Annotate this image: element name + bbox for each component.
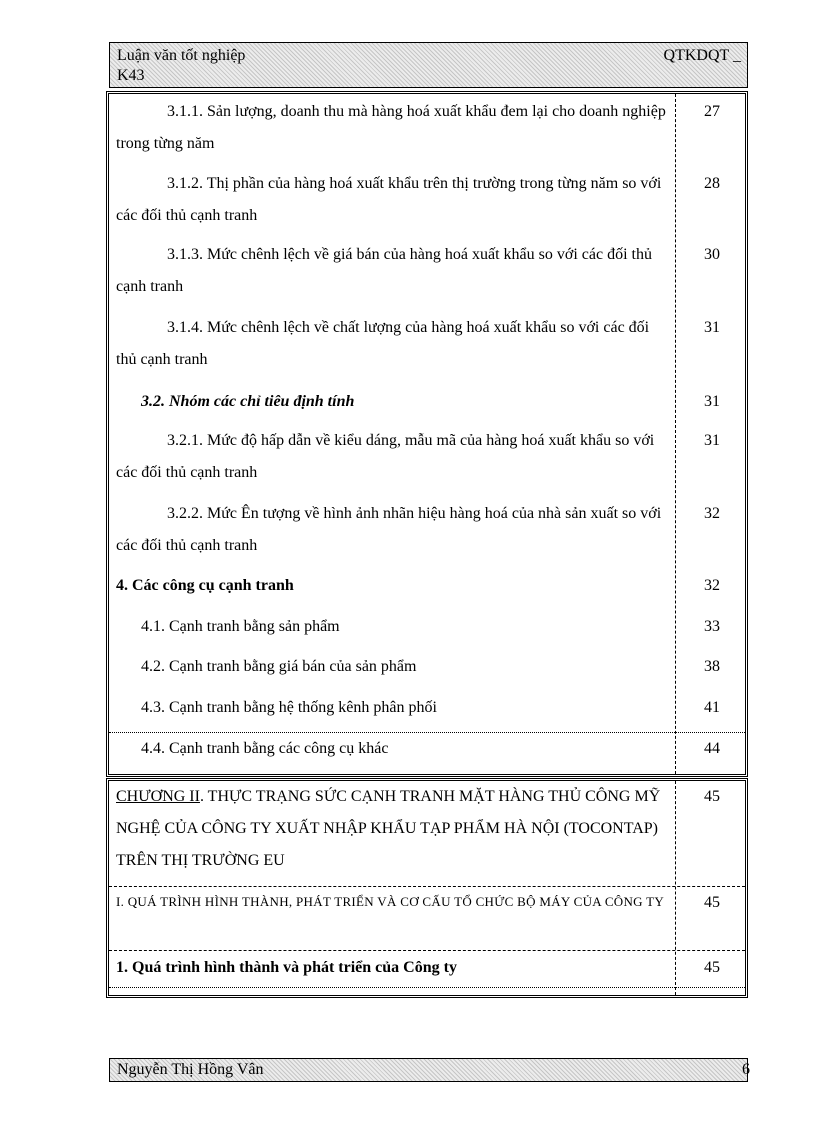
chapter-table [106,778,748,998]
toc-entry-text: 4.2. Cạnh tranh bằng giá bán của sản phẩm [141,658,417,675]
header-class-code: K43 [117,67,145,84]
section-1-page: 45 [704,959,720,976]
toc-entry-page: 28 [704,175,720,192]
header-thesis-label: Luận văn tốt nghiệp [117,47,246,64]
toc-entry-page: 33 [704,618,720,635]
row-divider [109,950,745,951]
toc-entry-text: 3.2. Nhóm các chỉ tiêu định tính [141,393,355,410]
toc-entry-page: 31 [704,432,720,449]
row-divider [109,987,745,988]
section-1-heading: 1. Quá trình hình thành và phát triển của Công ty [116,959,457,976]
toc-entry-page: 31 [704,319,720,336]
toc-entry-page: 27 [704,103,720,120]
toc-table [106,91,748,777]
toc-entry-text: 3.1.3. Mức chênh lệch về giá bán của hàng hoá xuất khẩu so với các đối thủ cạnh tranh [116,246,652,295]
toc-entry-page: 44 [704,740,720,757]
toc-entry-text: 3.1.2. Thị phần của hàng hoá xuất khẩu trên thị trường trong từng năm so với các đối thủ cạnh tranh [116,175,662,224]
column-divider [675,781,676,995]
toc-entry-text: 4.1. Cạnh tranh bằng sản phẩm [141,618,340,635]
toc-entry-page: 38 [704,658,720,675]
chapter-title: . THỰC TRẠNG SỨC CẠNH TRANH MẶT HÀNG THỦ CÔNG MỸ NGHỆ CỦA CÔNG TY XUẤT NHẬP KHẨU TẠP PHẨM HÀ NỘI (TOCONTAP) TRÊN THỊ TRƯỜNG EU [116,788,661,869]
author-name: Nguyễn Thị Hồng Vân [117,1061,264,1078]
page-header [109,42,748,88]
toc-entry-page: 32 [704,505,720,522]
section-i-heading: I. QUÁ TRÌNH HÌNH THÀNH, PHÁT TRIỂN VÀ CƠ CẤU TỔ CHỨC BỘ MÁY CỦA CÔNG TY [116,894,665,909]
toc-entry-text: 3.2.1. Mức độ hấp dẫn về kiểu dáng, mẫu mã của hàng hoá xuất khẩu so với các đối thủ cạnh tranh [116,432,655,481]
toc-entry-text: 4.4. Cạnh tranh bằng các công cụ khác [141,740,389,757]
toc-entry-text: 4.3. Cạnh tranh bằng hệ thống kênh phân phối [141,699,437,716]
column-divider [675,94,676,774]
toc-entry-page: 31 [704,393,720,410]
chapter-page: 45 [704,788,720,805]
toc-entry-text: 3.1.4. Mức chênh lệch về chất lượng của hàng hoá xuất khẩu so với các đối thủ cạnh tranh [116,319,650,368]
chapter-label: CHƯƠNG II [116,788,200,805]
toc-entry-text: 4. Các công cụ cạnh tranh [116,577,294,594]
page-footer [109,1058,748,1082]
toc-entry-text: 3.2.2. Mức Ên tượng về hình ảnh nhãn hiệu hàng hoá của nhà sản xuất so với các đối thủ cạnh tranh [116,505,662,554]
header-program-code: QTKDQT _ [663,47,741,64]
section-i-page: 45 [704,894,720,911]
toc-entry-page: 41 [704,699,720,716]
toc-entry-page: 30 [704,246,720,263]
toc-entry-page: 32 [704,577,720,594]
chapter-heading [116,781,671,877]
toc-entry-text: 3.1.1. Sản lượng, doanh thu mà hàng hoá xuất khẩu đem lại cho doanh nghiệp trong từng năm [116,103,666,152]
page-number: 6 [742,1061,750,1078]
